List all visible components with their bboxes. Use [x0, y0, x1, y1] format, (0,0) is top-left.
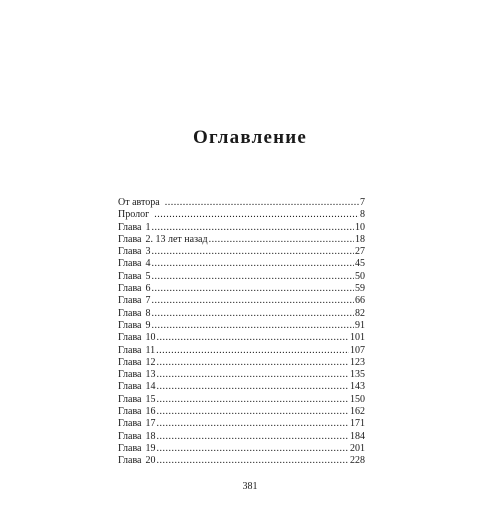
toc-entry-title: Глава: [118, 332, 142, 344]
toc-entry: [118, 209, 365, 221]
toc-entry-page: 82: [355, 307, 365, 319]
toc-entry-title: Глава: [118, 430, 142, 442]
toc-entry-number: 7: [145, 295, 151, 307]
toc-entry: [118, 258, 365, 270]
toc-leader-dots: [154, 209, 359, 221]
toc-entry: [118, 369, 365, 381]
toc-entry-label: [118, 406, 156, 418]
page-number: 381: [242, 481, 258, 492]
toc-entry: [118, 222, 365, 234]
toc-entry-label: [118, 455, 156, 467]
toc-entry-label: [118, 283, 151, 295]
toc-entry-label: [118, 357, 156, 369]
toc-entry-number: 3: [145, 246, 151, 258]
toc-entry-page: 45: [355, 258, 365, 270]
toc-leader-dots: [157, 381, 350, 393]
toc-entry-number: 14: [145, 381, 156, 393]
toc-entry-page: 162: [350, 406, 365, 418]
toc-entry: [118, 406, 365, 418]
toc-leader-dots: [157, 443, 350, 455]
toc-entry-label: [118, 271, 151, 283]
toc-entry: [118, 443, 365, 455]
toc-entry-number: 2. 13 лет назад: [145, 233, 208, 245]
toc-entry-label: [118, 369, 156, 381]
toc-entry-title: Глава: [118, 393, 142, 405]
toc-leader-dots: [152, 308, 355, 320]
toc-entry-label: [118, 418, 156, 430]
toc-leader-dots: [152, 222, 355, 234]
toc-entry-page: 27: [355, 246, 365, 258]
toc-entry-title: Глава: [118, 418, 142, 430]
toc-leader-dots: [157, 431, 350, 443]
toc-leader-dots: [157, 418, 350, 430]
toc-entry: [118, 357, 365, 369]
toc-entry: [118, 394, 365, 406]
toc-entry-number: 19: [145, 442, 156, 454]
toc-entry-title: Глава: [118, 270, 142, 282]
toc-leader-dots: [157, 369, 350, 381]
toc-entry: [118, 295, 365, 307]
toc-entry-number: 13: [145, 369, 156, 381]
toc-entry-page: 101: [350, 332, 365, 344]
toc-entry-title: Глава: [118, 381, 142, 393]
toc-entry-label: [118, 308, 151, 320]
toc-entry-label: [118, 258, 151, 270]
toc-leader-dots: [157, 332, 350, 344]
toc-entry-title: Глава: [118, 283, 142, 295]
toc-entry-title: Глава: [118, 246, 142, 258]
toc-entry-number: 4: [145, 258, 151, 270]
toc-entry-title: Глава: [118, 319, 142, 331]
toc-leader-dots: [157, 394, 350, 406]
toc-entry-title: Глава: [118, 442, 142, 454]
toc-leader-dots: [157, 357, 350, 369]
toc-entry-title: От автора: [118, 197, 160, 208]
toc-entry-title: Глава: [118, 258, 142, 270]
toc-entry-page: 50: [355, 270, 365, 282]
toc-entry-label: [118, 320, 151, 332]
toc-entry-number: 15: [145, 393, 156, 405]
toc-entry-number: 9: [145, 319, 151, 331]
toc-leader-dots: [152, 258, 355, 270]
toc-entry-label: [118, 394, 156, 406]
toc-entry-page: 135: [350, 369, 365, 381]
table-of-contents: [118, 197, 365, 468]
toc-entry-page: 150: [350, 393, 365, 405]
toc-leader-dots: [152, 283, 355, 295]
toc-leader-dots: [165, 197, 359, 209]
toc-entry-number: 12: [145, 356, 156, 368]
toc-entry-title: Глава: [118, 344, 142, 356]
toc-entry-number: 16: [145, 406, 156, 418]
toc-entry-title: Глава: [118, 221, 142, 233]
toc-entry-label: [118, 234, 208, 246]
toc-leader-dots: [152, 320, 355, 332]
toc-leader-dots: [157, 406, 350, 418]
toc-entry-number: 20: [145, 455, 156, 467]
toc-entry-page: 201: [350, 442, 365, 454]
toc-leader-dots: [156, 345, 349, 357]
toc-leader-dots: [209, 234, 354, 246]
toc-entry-label: [118, 345, 155, 357]
toc-entry: [118, 246, 365, 258]
toc-entry-title: Глава: [118, 295, 142, 307]
toc-entry-page: 143: [350, 381, 365, 393]
toc-leader-dots: [152, 295, 355, 307]
toc-entry: [118, 345, 365, 357]
toc-entry-title: Глава: [118, 307, 142, 319]
toc-entry-number: 8: [145, 307, 151, 319]
toc-entry-page: 18: [355, 233, 365, 245]
toc-entry-number: 17: [145, 418, 156, 430]
toc-entry-label: [118, 197, 164, 209]
toc-entry-label: [118, 295, 151, 307]
toc-entry: [118, 234, 365, 246]
toc-entry-page: 7: [360, 197, 365, 208]
toc-entry: [118, 320, 365, 332]
toc-entry-number: 5: [145, 270, 151, 282]
toc-leader-dots: [152, 271, 355, 283]
toc-entry-title: Глава: [118, 356, 142, 368]
toc-entry: [118, 283, 365, 295]
toc-leader-dots: [157, 455, 350, 467]
toc-entry: [118, 455, 365, 467]
toc-entry-number: 11: [145, 344, 156, 356]
toc-entry: [118, 431, 365, 443]
toc-entry: [118, 332, 365, 344]
toc-entry-label: [118, 381, 156, 393]
toc-entry-page: 59: [355, 283, 365, 295]
toc-entry-label: [118, 332, 156, 344]
toc-entry-label: [118, 246, 151, 258]
toc-entry-title: Глава: [118, 455, 142, 467]
page-title: Оглавление: [192, 127, 308, 148]
toc-entry: [118, 308, 365, 320]
toc-entry: [118, 197, 365, 209]
toc-entry-label: [118, 443, 156, 455]
toc-entry-title: Глава: [118, 406, 142, 418]
toc-entry-page: 107: [350, 344, 365, 356]
toc-entry: [118, 418, 365, 430]
toc-entry-number: 1: [145, 221, 151, 233]
toc-entry-label: [118, 222, 151, 234]
toc-entry-number: 6: [145, 283, 151, 295]
toc-entry-page: 66: [355, 295, 365, 307]
toc-entry-title: Глава: [118, 233, 142, 245]
toc-entry-label: [118, 431, 156, 443]
toc-entry-page: 10: [355, 221, 365, 233]
toc-entry: [118, 381, 365, 393]
toc-entry-page: 228: [350, 455, 365, 467]
toc-entry-label: [118, 209, 153, 221]
toc-entry-number: 18: [145, 430, 156, 442]
toc-entry: [118, 271, 365, 283]
toc-entry-title: Глава: [118, 369, 142, 381]
toc-entry-page: 123: [350, 356, 365, 368]
toc-entry-page: 171: [350, 418, 365, 430]
toc-leader-dots: [152, 246, 355, 258]
toc-entry-title: Пролог: [118, 209, 150, 221]
toc-entry-page: 8: [360, 209, 365, 221]
toc-entry-page: 184: [350, 430, 365, 442]
toc-entry-page: 91: [355, 319, 365, 331]
toc-entry-number: 10: [145, 332, 156, 344]
